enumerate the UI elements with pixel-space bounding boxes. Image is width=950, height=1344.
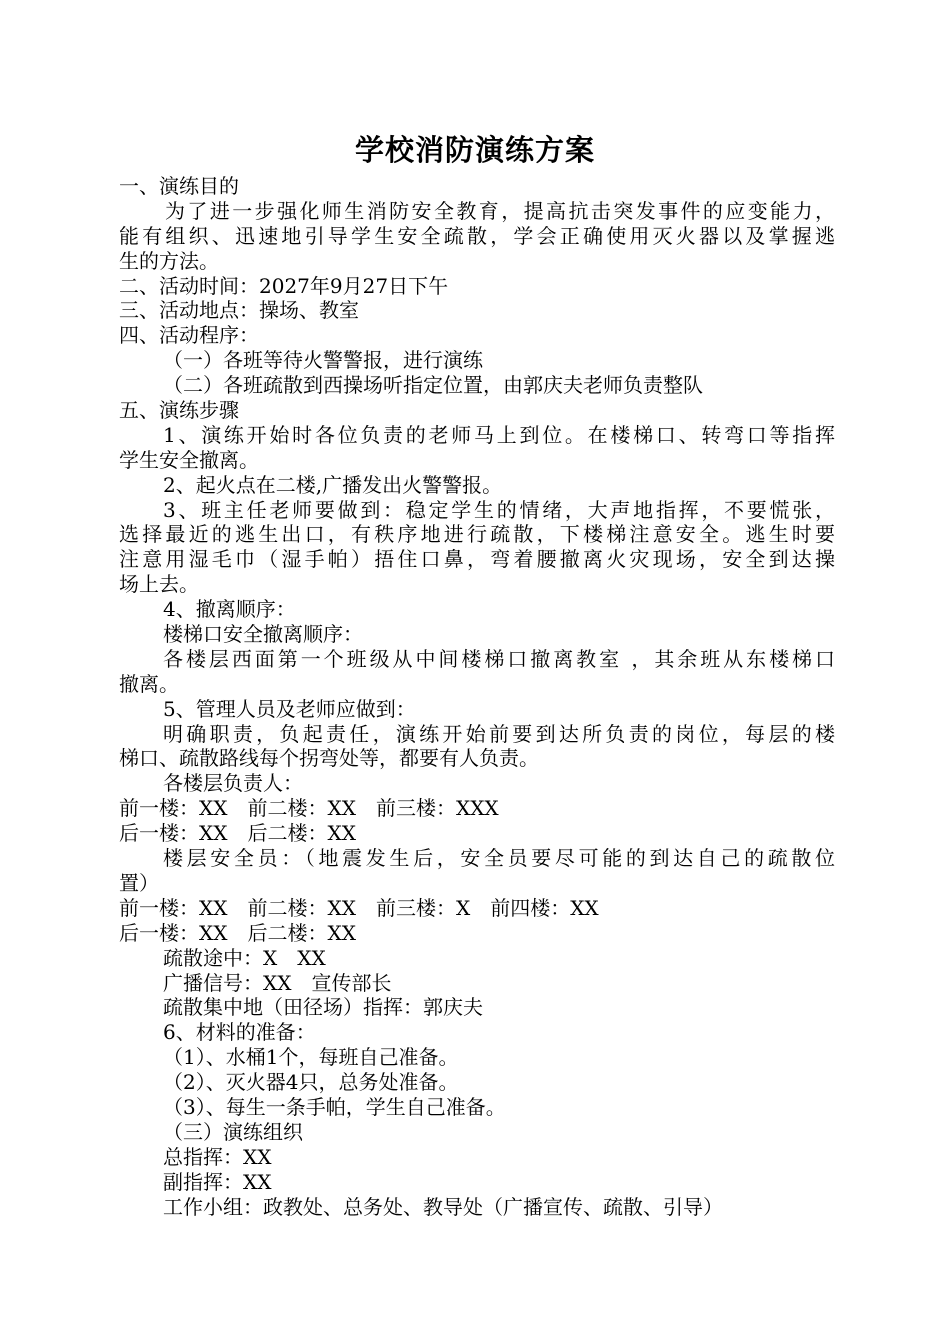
document-line: （一）各班等待火警警报，进行演练 xyxy=(163,348,483,373)
document-line: （2）、灭火器4只，总务处准备。 xyxy=(163,1070,459,1095)
document-line: 置） xyxy=(119,870,159,895)
document-line: 五、演练步骤 xyxy=(119,398,239,423)
document-line: 总指挥：XX xyxy=(163,1144,272,1169)
document-line: 各楼层西面第一个班级从中间楼梯口撤离教室 ，其余班从东楼梯口 xyxy=(163,646,835,671)
document-line: 注意用湿毛巾（湿手帕）捂住口鼻，弯着腰撤离火灾现场，安全到达操 xyxy=(119,547,835,572)
document-line: 1、演练开始时各位负责的老师马上到位。在楼梯口、转弯口等指挥 xyxy=(163,422,835,447)
document-line: 场上去。 xyxy=(119,572,199,597)
document-line: 明确职责，负起责任，演练开始前要到达所负责的岗位，每层的楼 xyxy=(163,721,835,746)
document-line: 楼梯口安全撤离顺序： xyxy=(163,622,363,647)
document-line: 各楼层负责人： xyxy=(163,771,303,796)
document-line: 前一楼：XX 前二楼：XX 前三楼：XXX xyxy=(119,796,499,821)
document-line: 疏散集中地（田径场）指挥：郭庆夫 xyxy=(163,995,483,1020)
document-line: （三）演练组织 xyxy=(163,1119,303,1144)
document-line: 疏散途中：X XX xyxy=(163,945,326,970)
document-line: 4、撤离顺序： xyxy=(163,597,296,622)
document-line: （二）各班疏散到西操场听指定位置，由郭庆夫老师负责整队 xyxy=(163,373,703,398)
document-line: 选择最近的逃生出口，有秩序地进行疏散，下楼梯注意安全。逃生时要 xyxy=(119,522,835,547)
document-line: 后一楼：XX 后二楼：XX xyxy=(119,821,356,846)
document-line: 二、活动时间：2027年9月27日下午 xyxy=(119,273,449,298)
document-line: 一、演练目的 xyxy=(119,174,239,198)
document-title: 学校消防演练方案 xyxy=(354,133,595,167)
document-line: 三、活动地点：操场、教室 xyxy=(119,298,359,323)
document-line: 为了进一步强化师生消防安全教育，提高抗击突发事件的应变能力， xyxy=(165,198,835,223)
document-body xyxy=(119,174,835,1219)
document-line: 3、班主任老师要做到：稳定学生的情绪，大声地指挥，不要慌张， xyxy=(163,497,835,522)
document-line: 2、起火点在二楼,广播发出火警警报。 xyxy=(163,472,503,497)
document-line: 梯口、疏散路线每个拐弯处等，都要有人负责。 xyxy=(119,746,539,771)
document-line: 广播信号：XX 宣传部长 xyxy=(163,970,392,995)
document-line: 楼层安全员：（地震发生后，安全员要尽可能的到达自己的疏散位 xyxy=(163,846,835,871)
document-line: 后一楼：XX 后二楼：XX xyxy=(119,920,356,945)
document-line: （3）、每生一条手帕，学生自己准备。 xyxy=(163,1094,506,1119)
document-line: 四、活动程序： xyxy=(119,323,259,348)
document-line: 工作小组：政教处、总务处、教导处（广播宣传、疏散、引导） xyxy=(163,1194,723,1219)
document-line: 副指挥：XX xyxy=(163,1169,272,1194)
document-line: （1）、水桶1个，每班自己准备。 xyxy=(163,1045,459,1070)
document-line: 生的方法。 xyxy=(119,248,219,273)
document-line: 学生安全撤离。 xyxy=(119,447,259,472)
document-line: 撤离。 xyxy=(119,671,179,696)
document-line: 能有组织、迅速地引导学生安全疏散，学会正确使用灭火器以及掌握逃 xyxy=(119,223,835,248)
document-line: 前一楼：XX 前二楼：XX 前三楼：X 前四楼：XX xyxy=(119,895,599,920)
document-line: 6、材料的准备： xyxy=(163,1020,316,1045)
document-line: 5、管理人员及老师应做到： xyxy=(163,696,416,721)
